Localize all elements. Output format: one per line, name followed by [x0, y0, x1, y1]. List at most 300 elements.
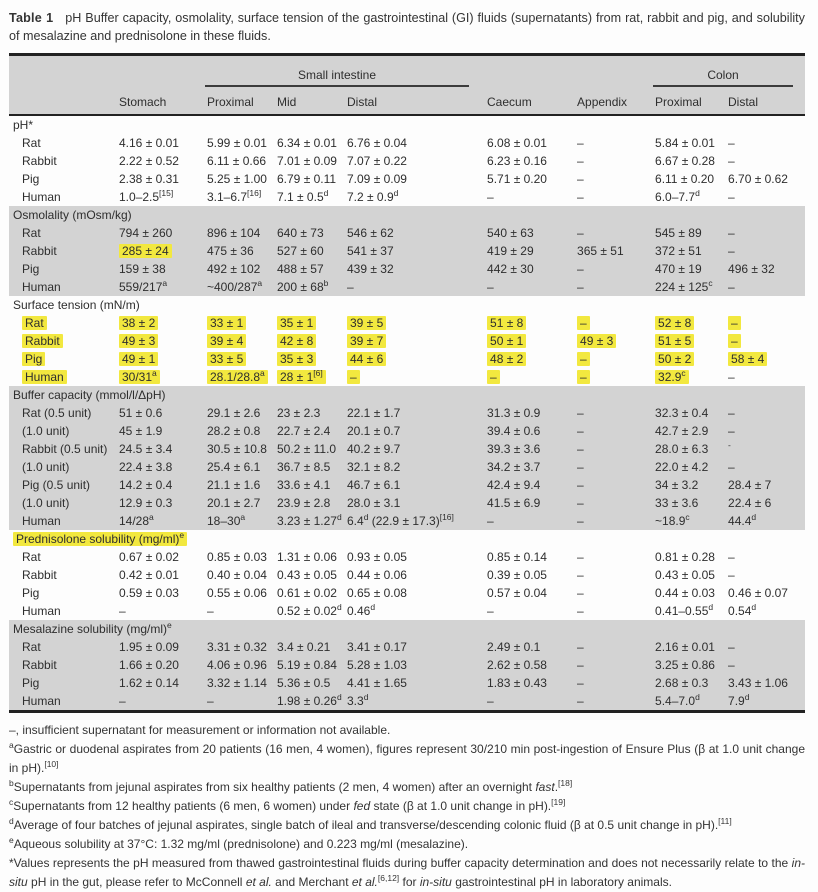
- table-cell: $200 \pm 68^b$: [271, 278, 341, 296]
- highlight: 33 ± 5: [207, 352, 246, 366]
- table-cell: –: [577, 567, 584, 582]
- spacer-cell: [481, 54, 571, 87]
- row-label: Rat: [22, 549, 41, 564]
- table-cell: 3.43 ± 1.06: [722, 674, 805, 692]
- table-cell: –: [571, 638, 649, 656]
- footnote: $^e$Aqueous solubility at 37°C: 1.32 mg/ml (prednisolone) and 0.223 mg/ml (mesalazine).: [9, 834, 469, 851]
- column-header-caecum: Caecum: [481, 87, 571, 115]
- highlight: Rat: [22, 316, 47, 330]
- table-row: [9, 260, 805, 278]
- table-cell: –: [722, 224, 805, 242]
- table-cell: [113, 350, 201, 368]
- table-cell: 3.25 ± 0.86: [649, 656, 722, 674]
- highlight: 50 ± 2: [655, 352, 694, 366]
- table-cell: 1.0–2.5[15]: [119, 187, 174, 204]
- table-cell: [201, 368, 271, 386]
- column-group-colon: [649, 54, 805, 87]
- highlight: 39 ± 7: [347, 334, 386, 348]
- table-cell: 28.0 ± 3.1: [341, 494, 481, 512]
- table-cell: –: [577, 153, 584, 168]
- highlight: Pig: [22, 352, 45, 366]
- column-header-rowlabel: [9, 87, 113, 115]
- table-cell: 5.4–7.0$^d$: [649, 692, 722, 712]
- table-cell: –: [571, 512, 649, 530]
- table-row: [9, 350, 805, 368]
- table-row: [9, 170, 805, 188]
- footnote: –, insufficient supernatant for measurement or information not available.: [9, 722, 391, 737]
- table-cell: 2.68 ± 0.3: [649, 674, 722, 692]
- table-cell: [341, 350, 481, 368]
- column-header-si-distal: Distal: [341, 87, 481, 115]
- table-cell: [271, 314, 341, 332]
- highlight: 33 ± 1: [207, 316, 246, 330]
- spacer-cell: [9, 54, 113, 87]
- footnote: $^c$Supernatants from 12 healthy patients (6 men, 6 women) under fed state (β at 1.0 unit change in pH).[19]: [9, 796, 566, 813]
- gi-fluids-table: [9, 53, 805, 713]
- table-cell: 40.2 ± 9.7: [341, 440, 481, 458]
- highlight: 50 ± 1: [487, 334, 526, 348]
- table-cell: 372 ± 51: [649, 242, 722, 260]
- table-cell: 1.66 ± 0.20: [113, 656, 201, 674]
- table-cell: –: [728, 567, 735, 582]
- table-cell: 559/217$^a$: [113, 278, 201, 296]
- table-cell: –: [571, 494, 649, 512]
- table-cell: 6.76 ± 0.04: [347, 135, 407, 150]
- row-label: Rat: [9, 224, 113, 242]
- table-cell: –: [577, 603, 584, 618]
- table-row: [9, 134, 805, 152]
- table-cell: 6.0–7.7$^d$: [655, 187, 700, 204]
- table-row: [9, 242, 805, 260]
- table-cell: [271, 368, 341, 386]
- table-cell: –: [728, 189, 735, 204]
- table-cell: –: [487, 603, 494, 618]
- table-cell: 3.4 ± 0.21: [271, 638, 341, 656]
- table-cell: 0.43 ± 0.05: [655, 567, 715, 582]
- highlight: 28.1/28.8$^a$: [207, 370, 268, 384]
- row-label: [9, 314, 113, 332]
- table-cell: –: [571, 656, 649, 674]
- table-cell: 0.85 ± 0.03: [207, 549, 267, 564]
- table-cell: –: [577, 549, 584, 564]
- row-label: (1.0 unit): [9, 494, 113, 512]
- table-cell: 475 ± 36: [201, 242, 271, 260]
- table-row: [9, 566, 805, 584]
- table-cell: 4.06 ± 0.96: [201, 656, 271, 674]
- highlight: 30/31$^a$: [119, 370, 160, 384]
- table-cell: 7.07 ± 0.22: [347, 153, 407, 168]
- table-cell: –: [577, 171, 584, 186]
- table-cell: 3.1–6.7[16]: [207, 187, 262, 204]
- table-cell: 51 ± 0.6: [113, 404, 201, 422]
- row-label: [9, 350, 113, 368]
- table-cell: 5.99 ± 0.01: [207, 135, 267, 150]
- footnote: $^b$Supernatants from jejunal aspirates from six healthy patients (2 men, 4 women) after an overnight fast.[18]: [9, 777, 573, 794]
- table-cell: 488 ± 57: [271, 260, 341, 278]
- table-cell: 45 ± 1.9: [113, 422, 201, 440]
- table-row: [9, 404, 805, 422]
- table-cell: 34.2 ± 3.7: [481, 458, 571, 476]
- highlight: 49 ± 3: [577, 334, 616, 348]
- section-header: Osmolality (mOsm/kg): [9, 206, 805, 224]
- table-cell: -: [722, 440, 805, 458]
- table-cell: –: [722, 278, 805, 296]
- table-cell: 5.19 ± 0.84: [271, 656, 341, 674]
- row-label: [9, 332, 113, 350]
- table-cell: 0.39 ± 0.05: [487, 567, 547, 582]
- table-cell: 0.67 ± 0.02: [119, 549, 179, 564]
- spacer-cell: [113, 54, 201, 87]
- table-cell: 36.7 ± 8.5: [271, 458, 341, 476]
- table-cell: [271, 332, 341, 350]
- column-group-small-intestine: [201, 54, 481, 87]
- column-header-appendix: Appendix: [571, 87, 649, 115]
- column-header-colon-distal: Distal: [722, 87, 805, 115]
- highlight: –: [728, 334, 741, 348]
- row-label: Pig (0.5 unit): [9, 476, 113, 494]
- row-label: Rabbit: [9, 242, 113, 260]
- table-row: [9, 674, 805, 692]
- table-caption-text: pH Buffer capacity, osmolality, surface tension of the gastrointestinal (GI) fluids (supernatants) from rat, rabbit and pig, and solubility of mesalazine and prednisolone in these fluids.: [9, 11, 805, 43]
- highlight: –: [347, 370, 360, 384]
- highlight: 32.9$^c$: [655, 370, 689, 384]
- highlight: –: [577, 316, 590, 330]
- table-cell: 2.38 ± 0.31: [119, 171, 179, 186]
- table-cell: 545 ± 89: [649, 224, 722, 242]
- table-cell: ~18.9$^c$: [649, 512, 722, 530]
- table-row: [9, 512, 805, 530]
- table-cell: 541 ± 37: [341, 242, 481, 260]
- table-row: [9, 656, 805, 674]
- table-cell: ~400/287$^a$: [201, 278, 271, 296]
- table-cell: –: [571, 476, 649, 494]
- table-cell: 22.7 ± 2.4: [271, 422, 341, 440]
- table-row: [9, 602, 805, 620]
- table-cell: [341, 332, 481, 350]
- table-cell: 3.23 ± 1.27$^d$: [271, 512, 341, 530]
- table-cell: [113, 332, 201, 350]
- table-cell: 18–30$^a$: [201, 512, 271, 530]
- table-cell: [571, 314, 649, 332]
- table-cell: 470 ± 19: [649, 260, 722, 278]
- table-cell: 540 ± 63: [481, 224, 571, 242]
- highlight: 49 ± 3: [119, 334, 158, 348]
- table-caption: [9, 10, 805, 46]
- table-cell: 2.16 ± 0.01: [649, 638, 722, 656]
- table-cell: –: [722, 242, 805, 260]
- highlight: 51 ± 8: [487, 316, 526, 330]
- table-cell: 21.1 ± 1.6: [201, 476, 271, 494]
- table-cell: [113, 242, 201, 260]
- table-cell: 41.5 ± 6.9: [481, 494, 571, 512]
- table-cell: 31.3 ± 0.9: [481, 404, 571, 422]
- footnote: $^a$Gastric or duodenal aspirates from 20 patients (16 men, 4 women), figures represent 30/210 min post-ingestion of Ensure Plus (β at 1.0 unit change in pH).[10]: [9, 739, 805, 775]
- table-row: [9, 476, 805, 494]
- table-cell: [481, 314, 571, 332]
- row-label: Pig: [9, 260, 113, 278]
- table-row: [9, 458, 805, 476]
- highlight: 58 ± 4: [728, 352, 767, 366]
- highlight: 42 ± 8: [277, 334, 316, 348]
- column-header-row: [9, 87, 805, 115]
- table-cell: –: [571, 458, 649, 476]
- table-cell: 1.98 ± 0.26$^d$: [271, 692, 341, 712]
- table-cell: [481, 332, 571, 350]
- table-cell: –: [481, 692, 571, 712]
- table-cell: 442 ± 30: [481, 260, 571, 278]
- table-cell: 14.2 ± 0.4: [113, 476, 201, 494]
- table-cell: 22.0 ± 4.2: [649, 458, 722, 476]
- section-header: Mesalazine solubility $(mg/ml)^e$: [9, 620, 805, 638]
- table-cell: –: [728, 549, 735, 564]
- row-label: Rabbit (0.5 unit): [9, 440, 113, 458]
- section-header-row: [9, 530, 805, 548]
- table-cell: 6.08 ± 0.01: [487, 135, 547, 150]
- section-header-row: [9, 386, 805, 404]
- table-cell: –: [207, 603, 214, 618]
- table-cell: 42.7 ± 2.9: [649, 422, 722, 440]
- table-cell: [201, 314, 271, 332]
- table-cell: 28.4 ± 7: [722, 476, 805, 494]
- table-row: [9, 440, 805, 458]
- section-header: Buffer capacity (mmol/l/ΔpH): [9, 386, 805, 404]
- table-cell: 22.1 ± 1.7: [341, 404, 481, 422]
- table-cell: [113, 368, 201, 386]
- row-label: Pig: [9, 674, 113, 692]
- table-cell: 0.59 ± 0.03: [119, 585, 179, 600]
- highlight: 35 ± 3: [277, 352, 316, 366]
- table-cell: 22.4 ± 6: [722, 494, 805, 512]
- table-cell: 6.79 ± 0.11: [277, 171, 337, 186]
- table-cell: 0.46 ± 0.07: [728, 585, 788, 600]
- table-row: [9, 188, 805, 206]
- highlight: –: [487, 370, 500, 384]
- table-cell: 1.62 ± 0.14: [113, 674, 201, 692]
- table-cell: 496 ± 32: [722, 260, 805, 278]
- row-label: Human: [22, 603, 61, 618]
- table-cell: 0.42 ± 0.01: [119, 567, 179, 582]
- table-cell: 0.44 ± 0.03: [655, 585, 715, 600]
- table-cell: 4.16 ± 0.01: [119, 135, 179, 150]
- highlight: 44 ± 6: [347, 352, 386, 366]
- table-cell: –: [571, 422, 649, 440]
- row-label: Human: [9, 692, 113, 712]
- row-label: Human: [9, 512, 113, 530]
- table-cell: –: [571, 224, 649, 242]
- highlight: –: [577, 370, 590, 384]
- table-cell: –: [722, 404, 805, 422]
- table-cell: 896 ± 104: [201, 224, 271, 242]
- section-header: Surface tension (mN/m): [13, 297, 140, 312]
- table-row: [9, 278, 805, 296]
- table-row: [9, 548, 805, 566]
- table-cell: 32.1 ± 8.2: [341, 458, 481, 476]
- table-row: [9, 314, 805, 332]
- row-label: Rat (0.5 unit): [9, 404, 113, 422]
- table-cell: 492 ± 102: [201, 260, 271, 278]
- table-cell: 5.25 ± 1.00: [207, 171, 267, 186]
- table-cell: 7.1 ± 0.5$^d$: [277, 187, 329, 204]
- table-body: [9, 115, 805, 712]
- table-cell: 28.2 ± 0.8: [201, 422, 271, 440]
- section-header-row: [9, 206, 805, 224]
- table-cell: 33.6 ± 4.1: [271, 476, 341, 494]
- table-cell: 0.46$^d$: [347, 601, 376, 618]
- table-header: [9, 54, 805, 115]
- table-cell: $224 \pm 125^c$: [649, 278, 722, 296]
- section-header: pH*: [13, 117, 34, 132]
- row-label: (1.0 unit): [9, 422, 113, 440]
- table-cell: 439 ± 32: [341, 260, 481, 278]
- row-label: Rat: [22, 135, 41, 150]
- row-label: Pig: [22, 171, 40, 186]
- table-cell: –: [481, 512, 571, 530]
- table-cell: [649, 314, 722, 332]
- highlight: 52 ± 8: [655, 316, 694, 330]
- table-cell: –: [722, 656, 805, 674]
- table-cell: 20.1 ± 2.7: [201, 494, 271, 512]
- table-cell: –: [571, 404, 649, 422]
- table-cell: 7.2 ± 0.9$^d$: [347, 187, 399, 204]
- table-cell: 6.70 ± 0.62: [728, 171, 788, 186]
- table-cell: 6.4$^d$ (22.9 ± 17.3)[16]: [341, 512, 481, 530]
- table-cell: –: [571, 260, 649, 278]
- table-cell: 5.84 ± 0.01: [655, 135, 715, 150]
- table-cell: 0.44 ± 0.06: [347, 567, 407, 582]
- row-label: (1.0 unit): [9, 458, 113, 476]
- column-header-si-mid: Mid: [271, 87, 341, 115]
- table-cell: –: [577, 585, 584, 600]
- table-cell: 0.43 ± 0.05: [277, 567, 337, 582]
- table-cell: 0.55 ± 0.06: [207, 585, 267, 600]
- table-cell: 794 ± 260: [113, 224, 201, 242]
- table-cell: 46.7 ± 6.1: [341, 476, 481, 494]
- table-cell: 0.52 ± 0.02$^d$: [277, 601, 342, 618]
- highlight: –: [728, 316, 741, 330]
- section-header-row: [9, 620, 805, 638]
- table-cell: –: [728, 135, 735, 150]
- table-cell: –: [728, 369, 735, 384]
- table-row: [9, 584, 805, 602]
- table-cell: 2.62 ± 0.58: [481, 656, 571, 674]
- table-cell: 1.95 ± 0.09: [113, 638, 201, 656]
- table-cell: –: [577, 135, 584, 150]
- highlight: Prednisolone solubility $(mg/ml)^e$: [13, 532, 187, 546]
- table-cell: –: [571, 674, 649, 692]
- table-cell: [113, 314, 201, 332]
- table-cell: –: [728, 153, 735, 168]
- table-cell: 0.54$^d$: [728, 601, 757, 618]
- table-cell: 32.3 ± 0.4: [649, 404, 722, 422]
- highlight: Human: [22, 370, 67, 384]
- row-label: [9, 368, 113, 386]
- table-cell: 6.11 ± 0.66: [207, 153, 267, 168]
- table-cell: 28.0 ± 6.3: [649, 440, 722, 458]
- table-cell: [201, 332, 271, 350]
- table-cell: 527 ± 60: [271, 242, 341, 260]
- table-cell: –: [341, 278, 481, 296]
- table-cell: 3.41 ± 0.17: [341, 638, 481, 656]
- table-row: [9, 494, 805, 512]
- table-cell: [271, 350, 341, 368]
- table-cell: –: [571, 278, 649, 296]
- table-row: [9, 638, 805, 656]
- table-cell: –: [722, 422, 805, 440]
- spacer-cell: [571, 54, 649, 87]
- table-cell: 39.3 ± 3.6: [481, 440, 571, 458]
- table-cell: –: [119, 603, 126, 618]
- table-cell: 419 ± 29: [481, 242, 571, 260]
- table-cell: 0.93 ± 0.05: [347, 549, 407, 564]
- column-group-label: Small intestine: [205, 68, 469, 87]
- table-cell: 7.09 ± 0.09: [347, 171, 407, 186]
- table-row: [9, 422, 805, 440]
- row-label: Human: [22, 189, 61, 204]
- table-cell: 0.85 ± 0.14: [487, 549, 547, 564]
- table-cell: 640 ± 73: [271, 224, 341, 242]
- table-cell: 33 ± 3.6: [649, 494, 722, 512]
- table-cell: [341, 368, 481, 386]
- table-cell: 6.67 ± 0.28: [655, 153, 715, 168]
- table-cell: [722, 332, 805, 350]
- table-cell: –: [201, 692, 271, 712]
- table-cell: [722, 350, 805, 368]
- highlight: 51 ± 5: [655, 334, 694, 348]
- table-cell: 39.4 ± 0.6: [481, 422, 571, 440]
- table-cell: 42.4 ± 9.4: [481, 476, 571, 494]
- highlight: –: [577, 352, 590, 366]
- table-cell: [571, 368, 649, 386]
- table-cell: –: [487, 189, 494, 204]
- table-cell: [201, 350, 271, 368]
- table-cell: –: [571, 440, 649, 458]
- footnotes: [9, 721, 805, 892]
- table-cell: 24.5 ± 3.4: [113, 440, 201, 458]
- table-cell: 0.40 ± 0.04: [207, 567, 267, 582]
- table-row: [9, 368, 805, 386]
- highlight: 38 ± 2: [119, 316, 158, 330]
- table-cell: 0.57 ± 0.04: [487, 585, 547, 600]
- highlight: 48 ± 2: [487, 352, 526, 366]
- table-cell: 159 ± 38: [113, 260, 201, 278]
- highlight: 39 ± 5: [347, 316, 386, 330]
- table-cell: 3.32 ± 1.14: [201, 674, 271, 692]
- table-cell: [341, 314, 481, 332]
- table-cell: [571, 332, 649, 350]
- table-cell: 6.34 ± 0.01: [277, 135, 337, 150]
- table-cell: 5.71 ± 0.20: [487, 171, 547, 186]
- section-header: [9, 530, 805, 548]
- row-label: Pig: [22, 585, 40, 600]
- table-cell: 0.61 ± 0.02: [277, 585, 337, 600]
- table-cell: –: [722, 458, 805, 476]
- row-label: Rabbit: [9, 656, 113, 674]
- table-cell: 30.5 ± 10.8: [201, 440, 271, 458]
- table-cell: 0.65 ± 0.08: [347, 585, 407, 600]
- table-cell: 365 ± 51: [571, 242, 649, 260]
- table-cell: 7.9$^d$: [722, 692, 805, 712]
- table-cell: 25.4 ± 6.1: [201, 458, 271, 476]
- table-cell: [649, 332, 722, 350]
- table-cell: –: [571, 692, 649, 712]
- highlight: 39 ± 4: [207, 334, 246, 348]
- table-cell: 14/28$^a$: [113, 512, 201, 530]
- table-cell: [649, 350, 722, 368]
- column-header-si-proximal: Proximal: [201, 87, 271, 115]
- table-cell: –: [481, 278, 571, 296]
- table-cell: 23 ± 2.3: [271, 404, 341, 422]
- table-cell: 5.28 ± 1.03: [341, 656, 481, 674]
